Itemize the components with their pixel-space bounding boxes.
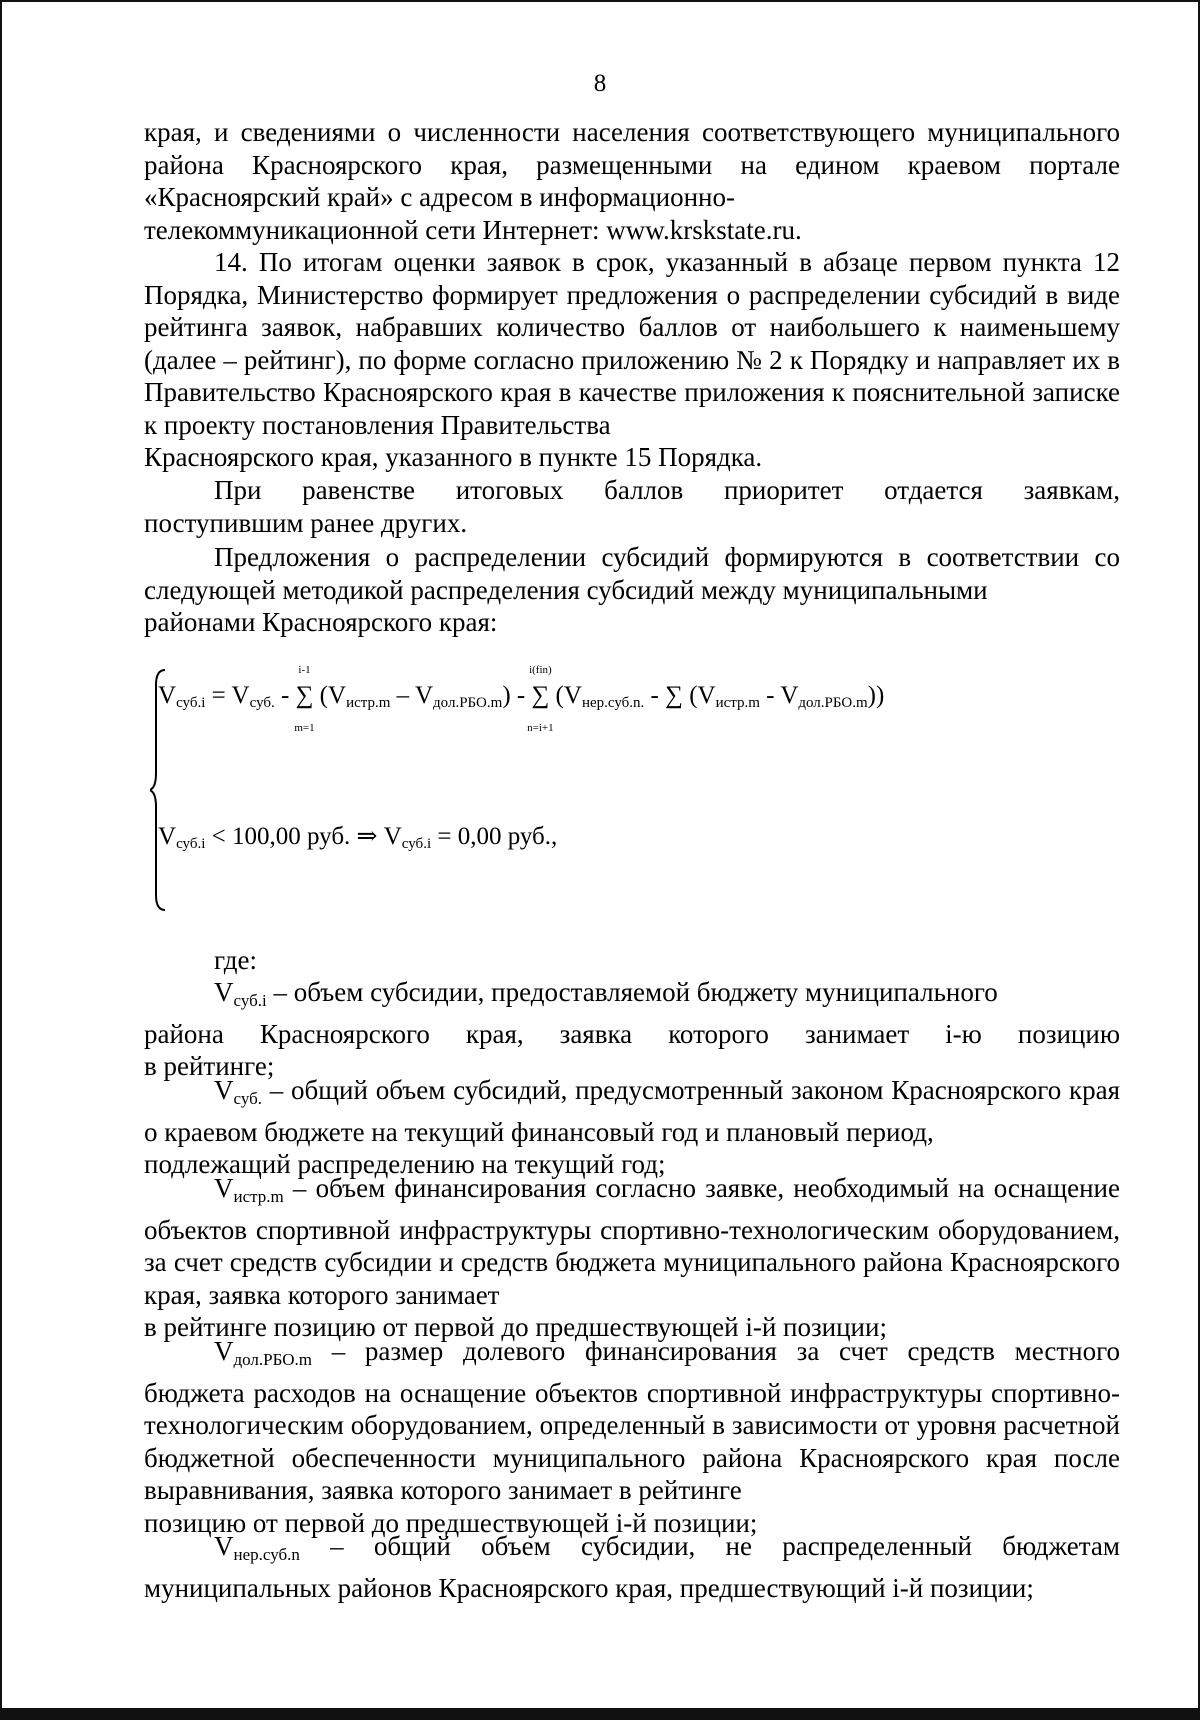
paragraph-14: 14. По итогам оценки заявок в срок, указанный в абзаце первом пункта 12 Порядка, Министерство формирует предложения о распределении субсидий в виде рейтинга заявок, набравших количество баллов от наибольшего к наименьшему (далее – рейтинг), по форме согласно приложению № 2 к Порядку и направляет их в Правительство Красноярского края в качестве приложения к пояснительной записке к проекту постановления Правительства Красноярского края, указанного в пункте 15 Порядка. [144, 247, 1120, 472]
where-label: где: [214, 945, 257, 975]
sum-symbol-1: ∑ i-1 m=1 [294, 664, 315, 734]
scan-bottom-edge [0, 1708, 1200, 1720]
paragraph-1: края, и сведениями о численности населения соответствующего муниципального района Красноярского края, размещенными на едином краевом портале «Красноярский край» с адресом в информационно- телекоммуникационной сети Интернет: www.krskstate.ru. [144, 117, 1120, 245]
sum-symbol-2: ∑ i(fin) n=i+1 [527, 664, 554, 734]
definition-v-dol-rbo: $V_{дол.РБО.m}$ – размер долевого финансирования за счет средств местного бюджета расходов на оснащение объектов спортивной инфраструктуры спортивно-технологическим оборудованием, определенный в зависимости от уровня расчетной бюджетной обеспеченности муниципального района Красноярского края после выравнивания, заявка которого занимает в рейтинге позицию от первой до предшествующей i-й позиции; [144, 1336, 1120, 1538]
formula-line-1: $V_{суб.i} = V_{суб.}$ - ∑ i-1 m=1 $(V_{истр.m} - V_{дол.РБО.m})$ - ∑ i(fin) n=i+1 ($V_{нер.суб.n.}$ - ∑ $(V_{истр.m} - V_{дол.РБО.m})$) [158, 664, 885, 734]
definition-v-istr: $V_{истр.m}$ – объем финансирования согласно заявке, необходимый на оснащение объектов спортивной инфраструктуры спортивно-технологическим оборудованием, за счет средств субсидии и средств бюджета муниципального района Красноярского края, заявка которого занимает в рейтинге позицию от первой до предшествующей i-й позиции; [144, 1173, 1120, 1342]
definition-v-ner-sub: $V_{нер.суб.n}$ – общий объем субсидии, не распределенный бюджетам муниципальных районов Красноярского края, предшествующий i-й позиции; [144, 1531, 1120, 1603]
definition-v-sub-i: $V_{суб.i}$ – объем субсидии, предоставляемой бюджету муниципального района Красноярского края, заявка которого занимает i-ю позицию в рейтинге; [144, 977, 1120, 1081]
paragraph-equal-scores: При равенстве итоговых баллов приоритет отдается заявкам, поступившим ранее других. [144, 475, 1120, 538]
formula-line-2: $V_{суб.i} < 100,00$ руб. ⇒ $V_{суб.i} = 0,00$ руб., [158, 823, 558, 852]
definition-v-sub: $V_{суб.}$ – общий объем субсидий, предусмотренный законом Красноярского края о краевом бюджете на текущий финансовый год и плановый период, подлежащий распределению на текущий год; [144, 1075, 1120, 1179]
paragraph-methodology: Предложения о распределении субсидий формируются в соответствии со следующей методикой распределения субсидий между муниципальными районами Красноярского края: [144, 542, 1120, 637]
distribution-formula [150, 665, 1150, 915]
page-number: 8 [593, 70, 607, 97]
